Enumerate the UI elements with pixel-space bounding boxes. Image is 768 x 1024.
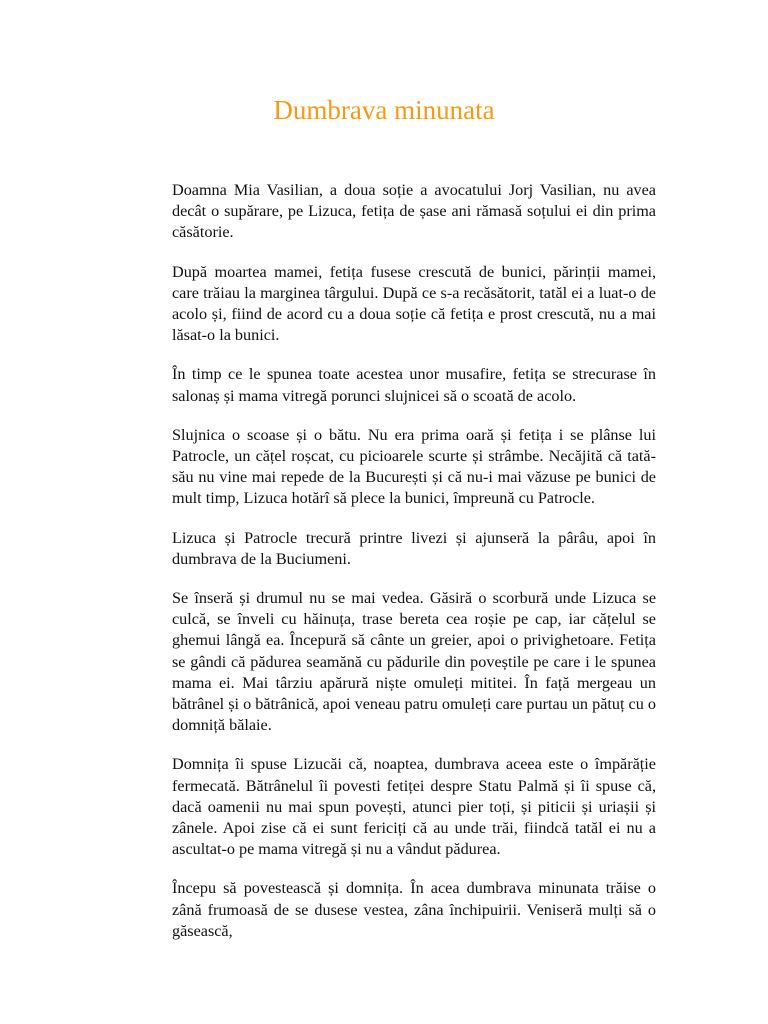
paragraph: După moartea mamei, fetița fusese crescută de bunici, părinții mamei, care trăiau la marginea târgului. După ce s-a recăsătorit, tatăl ei a luat-o de acolo și, fiind de acord cu a doua soție că fetița e prost crescută, nu a mai lăsat-o la bunici. <box>172 262 656 345</box>
document-title: Dumbrava minunata <box>273 95 495 125</box>
document-body <box>172 180 656 942</box>
paragraph: Se înseră și drumul nu se mai vedea. Găsiră o scorbură unde Lizuca se culcă, se înveli cu hăinuța, trase bereta cea roșie pe cap, iar cățelul se ghemui lângă ea. Începură să cânte un greier, apoi o privighetoare. Fetița se gândi că pădurea seamănă cu pădurile din poveștile pe care i le spunea mama ei. Mai târziu apărură niște omuleți mititei. În față mergeau un bătrânel și o bătrânică, apoi veneau patru omuleți care purtau un pătuț cu o domniță bălaie. <box>172 589 656 735</box>
paragraph: Slujnica o scoase și o bătu. Nu era prima oară și fetița i se plânse lui Patrocle, un cățel roșcat, cu picioarele scurte și strâmbe. Necăjită că tată-său nu vine mai repede de la București și că nu-i mai văzuse pe bunici de mult timp, Lizuca hotărî să plece la bunici, împreună cu Patrocle. <box>172 425 656 508</box>
paragraph: În timp ce le spunea toate acestea unor musafire, fetița se strecurase în salonaș și mama vitregă porunci slujnicei să o scoată de acolo. <box>172 365 656 405</box>
paragraph: Lizuca și Patrocle trecură printre livezi și ajunseră la pârâu, apoi în dumbrava de la Buciumeni. <box>172 528 656 568</box>
paragraph: Domnița îi spuse Lizucăi că, noaptea, dumbrava aceea este o împărăție fermecată. Bătrânelul îi povesti fetiței despre Statu Palmă și îi spuse că, dacă oamenii nu mai spun povești, atunci pier toți, și piticii și uriașii și zânele. Apoi zise că ei sunt fericiți că au unde trăi, fiindcă tatăl ei nu a ascultat-o pe mama vitregă și nu a vândut pădurea. <box>172 755 656 859</box>
paragraph: Începu să povestească și domnița. În acea dumbrava minunata trăise o zână frumoasă de se dusese vestea, zâna închipuirii. Veniseră mulți să o găsească, <box>172 879 656 940</box>
paragraph: Doamna Mia Vasilian, a doua soție a avocatului Jorj Vasilian, nu avea decât o supărare, pe Lizuca, fetița de șase ani rămasă soțului ei din prima căsătorie. <box>172 181 656 242</box>
